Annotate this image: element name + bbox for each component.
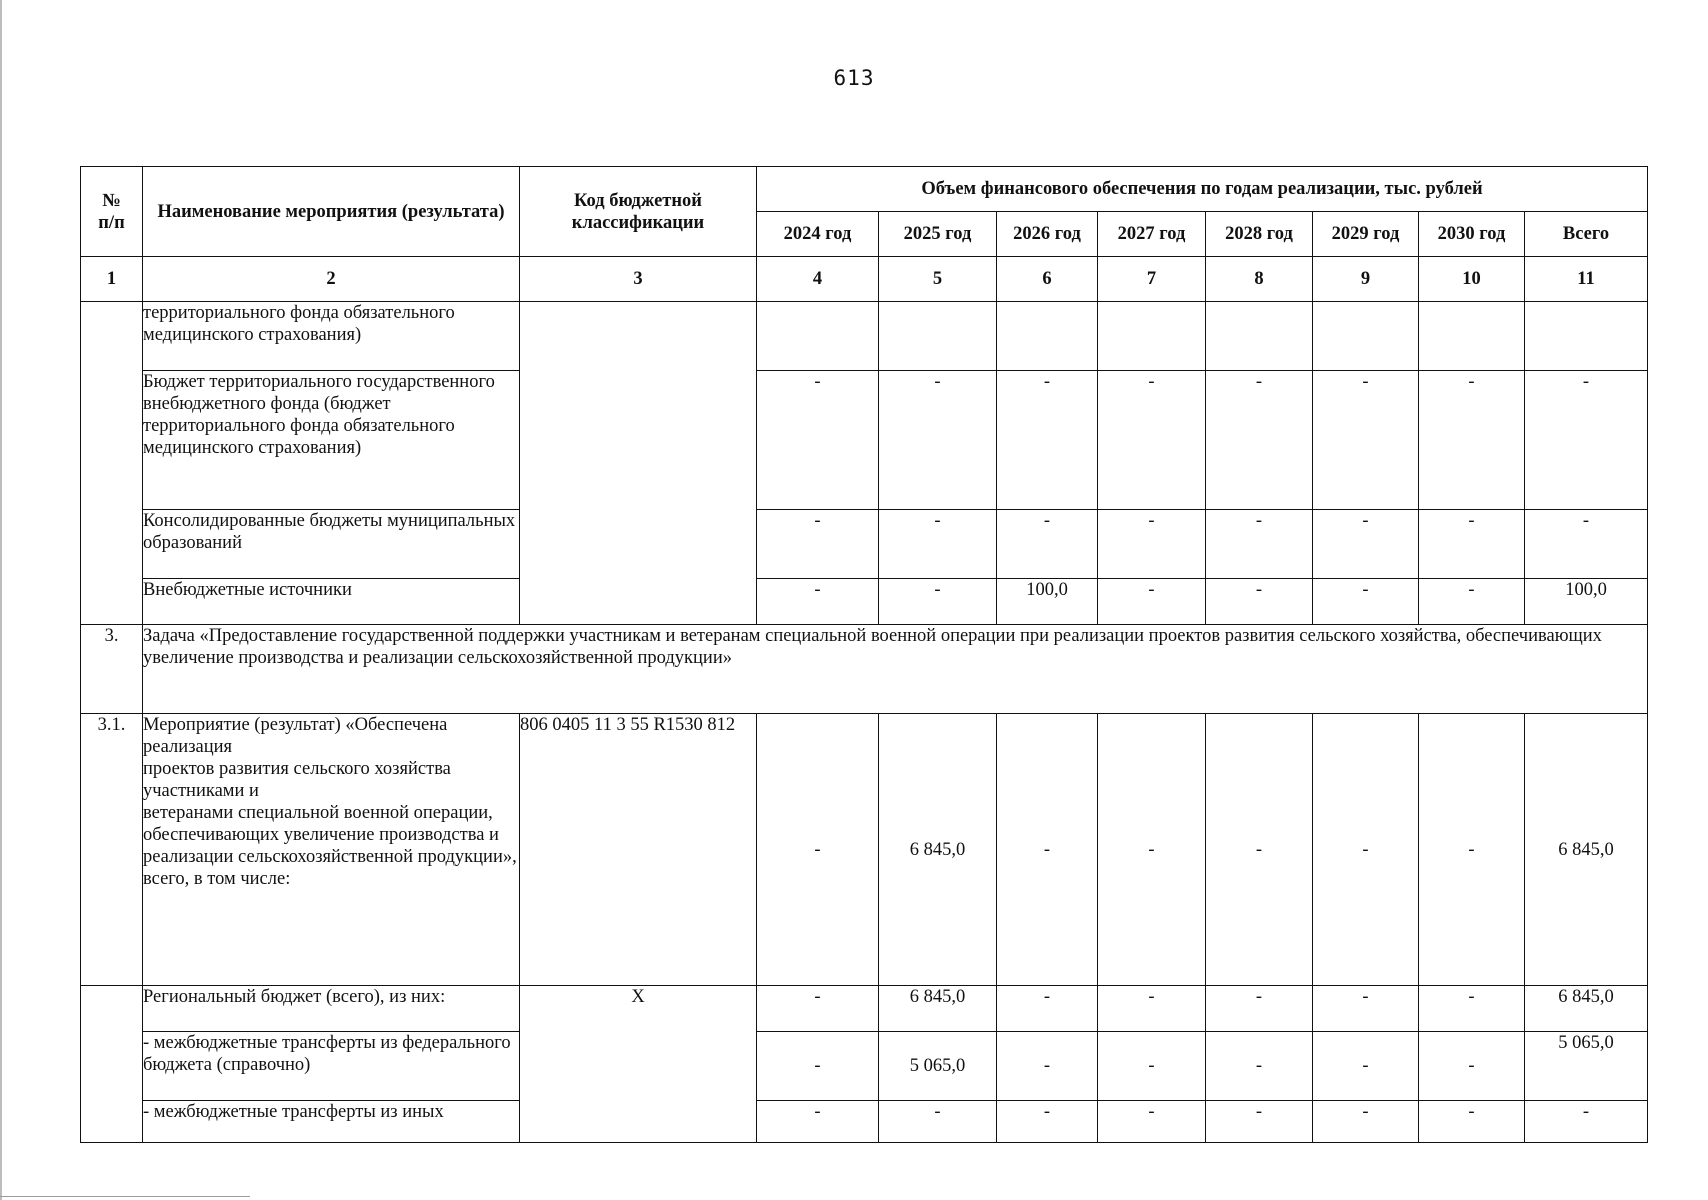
source-name: Бюджет территориального государственного внебюджетного фонда (бюджет территориального фонда обязательного медицинского страхования): [143, 371, 520, 510]
header-volume: Объем финансового обеспечения по годам реализации, тыс. рублей: [757, 167, 1648, 212]
budget-code-x: X: [520, 986, 757, 1143]
value-cell: -: [1098, 510, 1206, 579]
value-cell: -: [757, 1032, 879, 1101]
measure-row: [81, 714, 1648, 986]
budget-code: 806 0405 11 3 55 R1530 812: [520, 714, 757, 986]
table-row: [81, 1032, 1648, 1101]
task-row: [81, 625, 1648, 714]
table-row: [81, 510, 1648, 579]
value-cell: -: [1419, 579, 1525, 625]
header-year-2030: 2030 год: [1419, 212, 1525, 257]
value-cell: 6 845,0: [1525, 714, 1648, 986]
value-cell: -: [997, 1032, 1098, 1101]
value-cell: [757, 302, 879, 371]
value-cell: -: [997, 510, 1098, 579]
header-year-2025: 2025 год: [879, 212, 997, 257]
value-cell: -: [757, 579, 879, 625]
value-cell: -: [1098, 986, 1206, 1032]
page-left-edge: [0, 0, 2, 1200]
value-cell: -: [1419, 1032, 1525, 1101]
value-cell: -: [997, 371, 1098, 510]
source-name: - межбюджетные трансферты из иных: [143, 1101, 520, 1143]
task-number: 3.: [81, 625, 143, 714]
value-cell: -: [1206, 510, 1313, 579]
value-cell: 6 845,0: [1525, 986, 1648, 1032]
value-cell: -: [1419, 510, 1525, 579]
task-text: Задача «Предоставление государственной поддержки участникам и ветеранам специальной военной операции при реализации проектов развития сельского хозяйства, обеспечивающих увеличение производства и реализации сельскохозяйственной продукции»: [143, 625, 1648, 714]
value-cell: -: [1313, 986, 1419, 1032]
value-cell: 6 845,0: [879, 986, 997, 1032]
measure-name-line: обеспечивающих увеличение производства и реализации сельскохозяйственной продукции»,: [143, 825, 517, 867]
header-total: Всего: [1525, 212, 1648, 257]
value-cell: -: [1313, 1101, 1419, 1143]
measure-name-line: Мероприятие (результат) «Обеспечена реализация: [143, 715, 448, 757]
measure-number: 3.1.: [81, 714, 143, 986]
value-cell: -: [1419, 714, 1525, 986]
column-number-row: [81, 257, 1648, 302]
source-name: Региональный бюджет (всего), из них:: [143, 986, 520, 1032]
value-cell: -: [1313, 1032, 1419, 1101]
value-cell: -: [1098, 714, 1206, 986]
page-bottom-mark: [0, 1196, 250, 1197]
measure-name-line: всего, в том числе:: [143, 869, 291, 889]
value-cell: -: [879, 1101, 997, 1143]
table-row: [81, 986, 1648, 1032]
header-year-2026: 2026 год: [997, 212, 1098, 257]
header-num: № п/п: [81, 167, 143, 257]
column-number: 11: [1525, 257, 1648, 302]
value-cell: [879, 302, 997, 371]
value-cell: -: [879, 510, 997, 579]
value-cell: 5 065,0: [1525, 1032, 1648, 1101]
value-cell: -: [997, 714, 1098, 986]
value-cell: -: [1206, 1101, 1313, 1143]
value-cell: -: [1525, 371, 1648, 510]
header-year-2029: 2029 год: [1313, 212, 1419, 257]
value-cell: -: [1419, 1101, 1525, 1143]
measure-name-line: ветеранами специальной военной операции,: [143, 803, 493, 823]
value-cell: -: [1206, 1032, 1313, 1101]
value-cell: -: [1206, 714, 1313, 986]
value-cell: -: [879, 579, 997, 625]
value-cell: -: [879, 371, 997, 510]
header-row: [81, 167, 1648, 212]
column-number: 7: [1098, 257, 1206, 302]
value-cell: 100,0: [1525, 579, 1648, 625]
value-cell: 5 065,0: [879, 1032, 997, 1101]
column-number: 1: [81, 257, 143, 302]
page-number: 613: [833, 66, 875, 90]
header-code: Код бюджетной классификации: [520, 167, 757, 257]
value-cell: -: [1313, 579, 1419, 625]
table-row: [81, 371, 1648, 510]
value-cell: -: [1525, 510, 1648, 579]
value-cell: -: [1419, 986, 1525, 1032]
measure-name-line: проектов развития сельского хозяйства участниками и: [143, 759, 451, 801]
value-cell: -: [1313, 510, 1419, 579]
source-name: - межбюджетные трансферты из федерального бюджета (справочно): [143, 1032, 520, 1101]
value-cell: -: [757, 714, 879, 986]
value-cell: -: [757, 510, 879, 579]
value-cell: -: [1098, 1101, 1206, 1143]
value-cell: -: [757, 1101, 879, 1143]
row-num-cell: [81, 302, 143, 625]
table-row: [81, 579, 1648, 625]
header-name: Наименование мероприятия (результата): [143, 167, 520, 257]
value-cell: -: [1525, 1101, 1648, 1143]
column-number: 8: [1206, 257, 1313, 302]
value-cell: 100,0: [997, 579, 1098, 625]
value-cell: [1313, 302, 1419, 371]
value-cell: -: [1419, 371, 1525, 510]
value-cell: [1419, 302, 1525, 371]
value-cell: -: [997, 1101, 1098, 1143]
source-name: Консолидированные бюджеты муниципальных образований: [143, 510, 520, 579]
value-cell: -: [1313, 371, 1419, 510]
header-year-2028: 2028 год: [1206, 212, 1313, 257]
header-year-2024: 2024 год: [757, 212, 879, 257]
column-number: 5: [879, 257, 997, 302]
value-cell: [1525, 302, 1648, 371]
column-number: 9: [1313, 257, 1419, 302]
budget-table: [80, 166, 1648, 1143]
value-cell: 6 845,0: [879, 714, 997, 986]
value-cell: -: [1206, 579, 1313, 625]
code-cell: [520, 302, 757, 625]
value-cell: -: [1206, 371, 1313, 510]
value-cell: [997, 302, 1098, 371]
value-cell: -: [1098, 371, 1206, 510]
value-cell: -: [1098, 1032, 1206, 1101]
table-row: [81, 302, 1648, 371]
column-number: 10: [1419, 257, 1525, 302]
source-name: территориального фонда обязательного медицинского страхования): [143, 302, 520, 371]
row-num-cell: [81, 986, 143, 1143]
value-cell: -: [1206, 986, 1313, 1032]
value-cell: [1206, 302, 1313, 371]
column-number: 3: [520, 257, 757, 302]
value-cell: -: [757, 986, 879, 1032]
source-name: Внебюджетные источники: [143, 579, 520, 625]
column-number: 4: [757, 257, 879, 302]
column-number: 6: [997, 257, 1098, 302]
measure-name: [143, 714, 520, 986]
header-year-2027: 2027 год: [1098, 212, 1206, 257]
value-cell: [1098, 302, 1206, 371]
column-number: 2: [143, 257, 520, 302]
table-row: [81, 1101, 1648, 1143]
value-cell: -: [1098, 579, 1206, 625]
value-cell: -: [1313, 714, 1419, 986]
value-cell: -: [997, 986, 1098, 1032]
value-cell: -: [757, 371, 879, 510]
